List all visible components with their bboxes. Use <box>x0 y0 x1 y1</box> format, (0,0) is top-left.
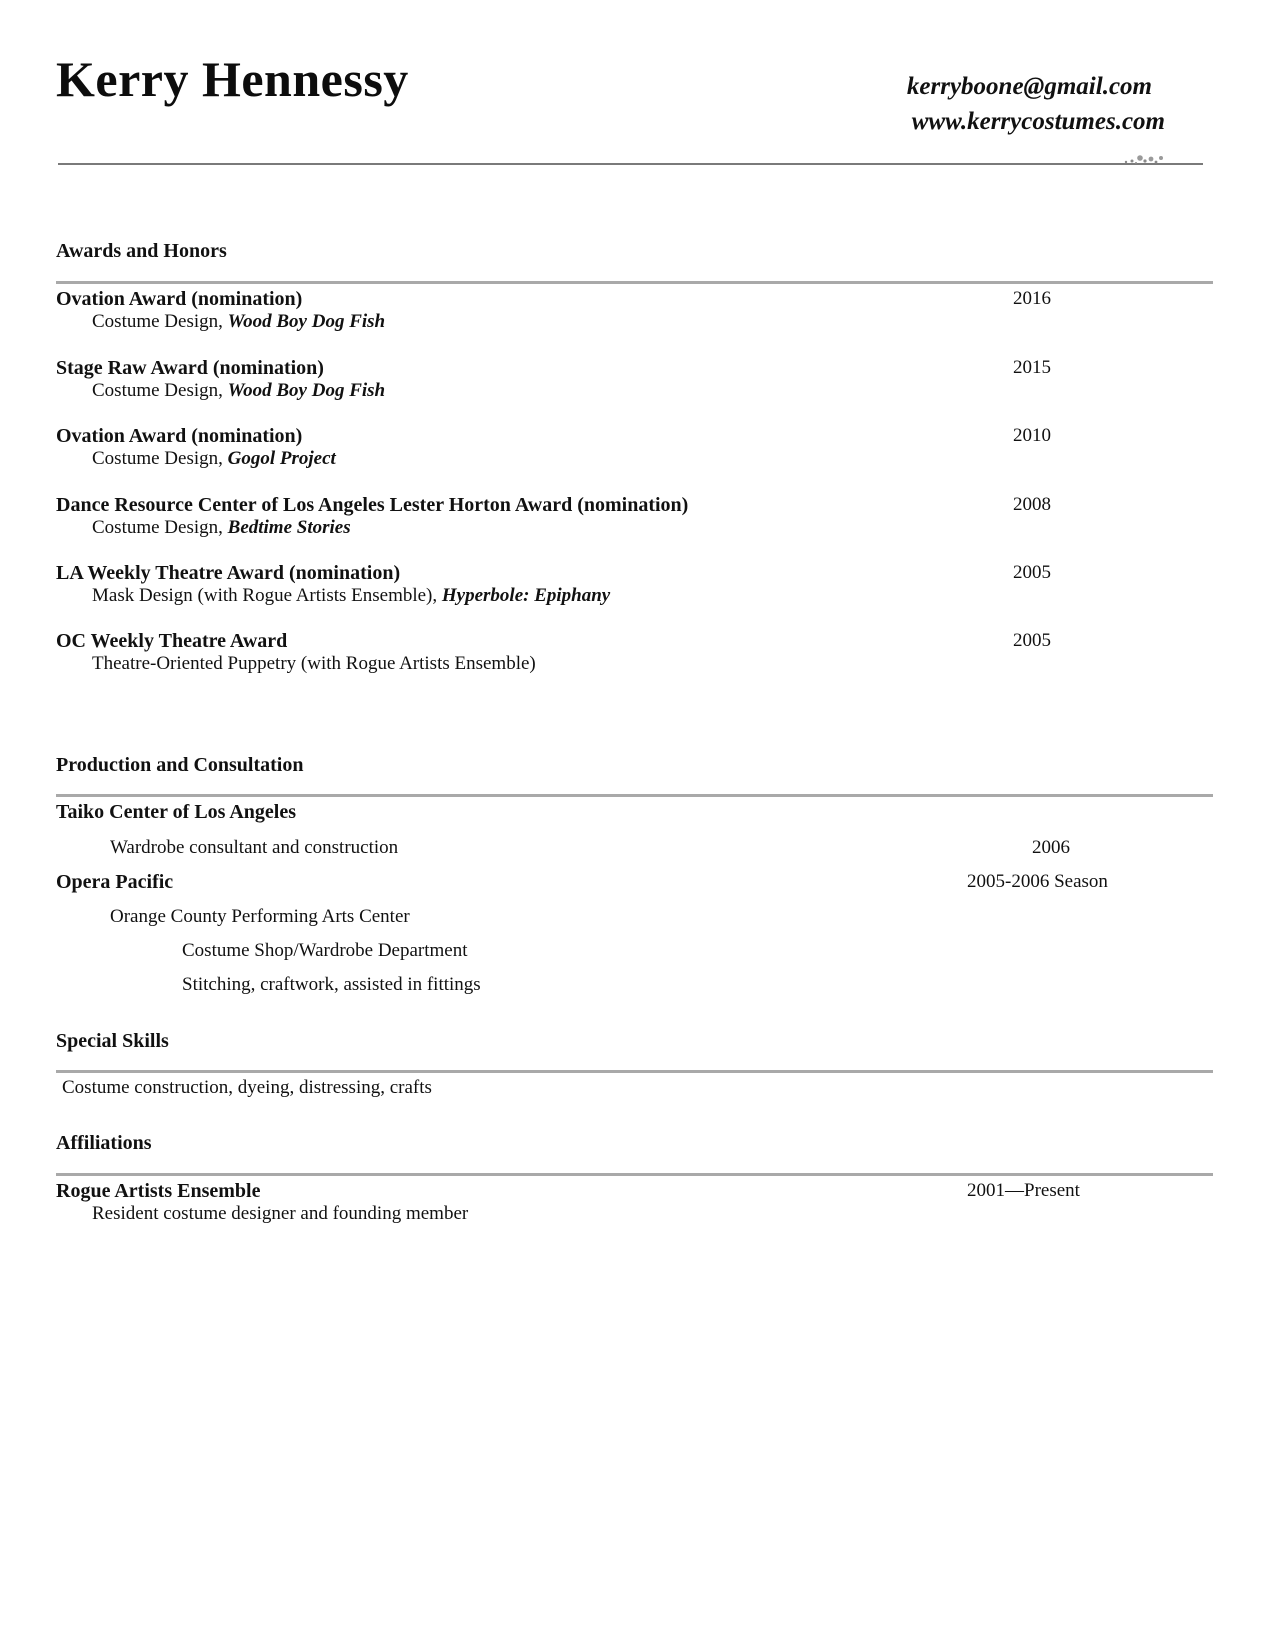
production-year: 2005-2006 Season <box>967 871 1108 892</box>
award-title: Stage Raw Award (nomination) <box>56 357 324 379</box>
award-detail <box>92 448 336 470</box>
award-detail-work: Gogol Project <box>227 448 336 469</box>
affiliation-role: Resident costume designer and founding member <box>92 1203 469 1224</box>
section-title-affiliations: Affiliations <box>56 1132 152 1154</box>
section-title-production: Production and Consultation <box>56 754 304 776</box>
award-detail-prefix: Mask Design (with Rogue Artists Ensemble), <box>92 585 442 606</box>
award-detail <box>92 653 536 675</box>
section-divider-production <box>56 794 1213 797</box>
header-divider <box>58 163 1203 165</box>
award-detail-prefix: Theatre-Oriented Puppetry (with Rogue Artists Ensemble) <box>92 653 536 674</box>
section-divider-affiliations <box>56 1173 1213 1176</box>
award-detail <box>92 585 610 607</box>
award-year: 2016 <box>1013 288 1051 309</box>
production-org-title: Opera Pacific <box>56 871 174 893</box>
section-title-skills: Special Skills <box>56 1030 169 1052</box>
affiliation-years: 2001—Present <box>967 1180 1080 1201</box>
award-detail-prefix: Costume Design, <box>92 380 228 401</box>
award-title: Ovation Award (nomination) <box>56 288 303 310</box>
production-role: Wardrobe consultant and construction <box>110 837 399 858</box>
contact-email: kerryboone@gmail.com <box>906 73 1152 100</box>
award-title: Ovation Award (nomination) <box>56 425 303 447</box>
section-divider-awards <box>56 281 1213 284</box>
award-title: Dance Resource Center of Los Angeles Lester Horton Award (nomination) <box>56 494 689 516</box>
award-detail <box>92 380 385 402</box>
section-title-awards: Awards and Honors <box>56 240 227 262</box>
award-year: 2010 <box>1013 425 1051 446</box>
award-detail-prefix: Costume Design, <box>92 311 228 332</box>
contact-website: www.kerrycostumes.com <box>911 108 1165 135</box>
award-detail <box>92 311 385 333</box>
award-year: 2005 <box>1013 630 1051 651</box>
award-detail <box>92 517 351 539</box>
award-year: 2005 <box>1013 562 1051 583</box>
award-detail-work: Wood Boy Dog Fish <box>227 380 386 401</box>
award-detail-work: Wood Boy Dog Fish <box>227 311 386 332</box>
award-detail-prefix: Costume Design, <box>92 448 228 469</box>
skills-text: Costume construction, dyeing, distressing, crafts <box>62 1077 432 1098</box>
resume-name: Kerry Hennessy <box>56 51 409 107</box>
production-org-title: Taiko Center of Los Angeles <box>56 801 297 823</box>
award-title: LA Weekly Theatre Award (nomination) <box>56 562 401 584</box>
production-duties: Stitching, craftwork, assisted in fittings <box>182 974 481 995</box>
award-title: OC Weekly Theatre Award <box>56 630 288 652</box>
flourish-ornament-icon <box>1118 152 1174 166</box>
award-year: 2008 <box>1013 494 1051 515</box>
production-year: 2006 <box>1032 837 1070 858</box>
award-detail-prefix: Costume Design, <box>92 517 228 538</box>
award-detail-work: Hyperbole: Epiphany <box>441 585 611 606</box>
section-divider-skills <box>56 1070 1213 1073</box>
production-venue: Orange County Performing Arts Center <box>110 906 410 927</box>
award-year: 2015 <box>1013 357 1051 378</box>
award-detail-work: Bedtime Stories <box>227 517 351 538</box>
production-department: Costume Shop/Wardrobe Department <box>182 940 468 961</box>
affiliation-org: Rogue Artists Ensemble <box>56 1180 261 1202</box>
